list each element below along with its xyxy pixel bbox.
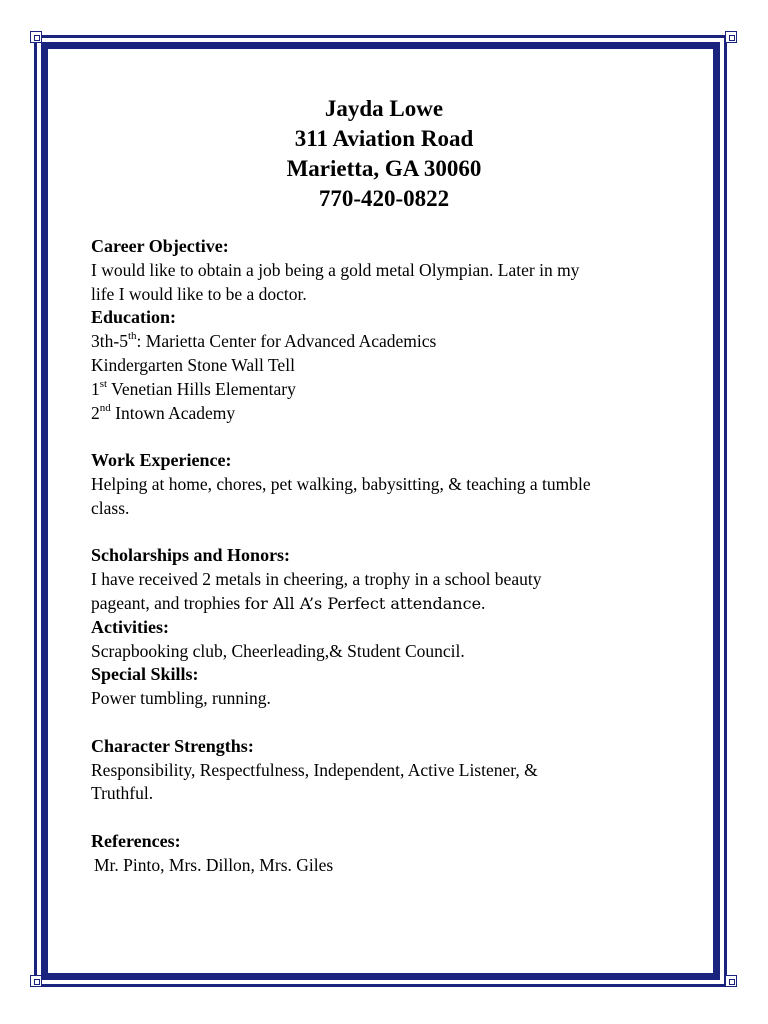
scholarships-line xyxy=(91,592,691,616)
ordinal-suffix: th xyxy=(127,330,137,343)
corner-ornament-bottom-right xyxy=(725,975,737,987)
corner-ornament-top-right xyxy=(725,31,737,43)
education-item xyxy=(91,378,691,402)
education-item: Kindergarten Stone Wall Tell xyxy=(91,354,295,375)
education-school: Venetian Hills Elementary xyxy=(107,378,296,399)
education-grade: 1 xyxy=(91,378,100,399)
education-item xyxy=(91,330,691,354)
activities-heading: Activities: xyxy=(91,616,169,637)
activities-line: Scrapbooking club, Cheerleading,& Student Council. xyxy=(91,640,465,661)
career-objective-line: life I would like to be a doctor. xyxy=(91,283,307,304)
section-spacer xyxy=(91,806,691,830)
education-item xyxy=(91,402,691,426)
ordinal-suffix: nd xyxy=(99,401,111,414)
education-school: Intown Academy xyxy=(110,402,236,423)
resume-body xyxy=(91,235,691,878)
character-strengths-line: Responsibility, Respectfulness, Independent, Active Listener, & xyxy=(91,759,538,780)
education-school: : Marietta Center for Advanced Academics xyxy=(136,331,437,352)
phone-number: 770-420-0822 xyxy=(318,186,450,211)
career-objective-heading: Career Objective: xyxy=(91,236,229,256)
scholarships-text: pageant, and trophies xyxy=(91,592,245,613)
scholarships-period: . xyxy=(481,592,486,613)
scholarships-heading: Scholarships and Honors: xyxy=(91,545,291,566)
special-skills-heading: Special Skills: xyxy=(91,664,199,685)
career-objective-line: I would like to obtain a job being a gold metal Olympian. Later in my xyxy=(91,259,580,280)
work-experience-line: Helping at home, chores, pet walking, babysitting, & teaching a tumble xyxy=(91,473,591,494)
section-spacer xyxy=(91,711,691,735)
work-experience-heading: Work Experience: xyxy=(91,450,232,471)
education-heading: Education: xyxy=(91,307,177,328)
applicant-name: Jayda Lowe xyxy=(324,96,444,121)
section-spacer xyxy=(91,521,691,545)
special-skills-line: Power tumbling, running. xyxy=(91,688,271,709)
street-address: 311 Aviation Road xyxy=(294,126,474,151)
education-grade: 3th-5 xyxy=(91,331,128,352)
work-experience-line: class. xyxy=(91,497,130,518)
city-state-zip: Marietta, GA 30060 xyxy=(286,156,482,181)
scholarships-line: I have received 2 metals in cheering, a trophy in a school beauty xyxy=(91,569,542,590)
references-line: Mr. Pinto, Mrs. Dillon, Mrs. Giles xyxy=(94,854,334,875)
scholarships-attendance-text: for All A’s Perfect attendance xyxy=(244,593,482,613)
section-spacer xyxy=(91,425,691,449)
ordinal-suffix: st xyxy=(99,377,108,390)
corner-ornament-bottom-left xyxy=(30,975,42,987)
character-strengths-heading: Character Strengths: xyxy=(91,735,254,756)
character-strengths-line: Truthful. xyxy=(91,783,154,804)
corner-ornament-top-left xyxy=(30,31,42,43)
resume-header xyxy=(0,94,768,214)
references-heading: References: xyxy=(91,830,181,851)
education-grade: 2 xyxy=(91,402,100,423)
